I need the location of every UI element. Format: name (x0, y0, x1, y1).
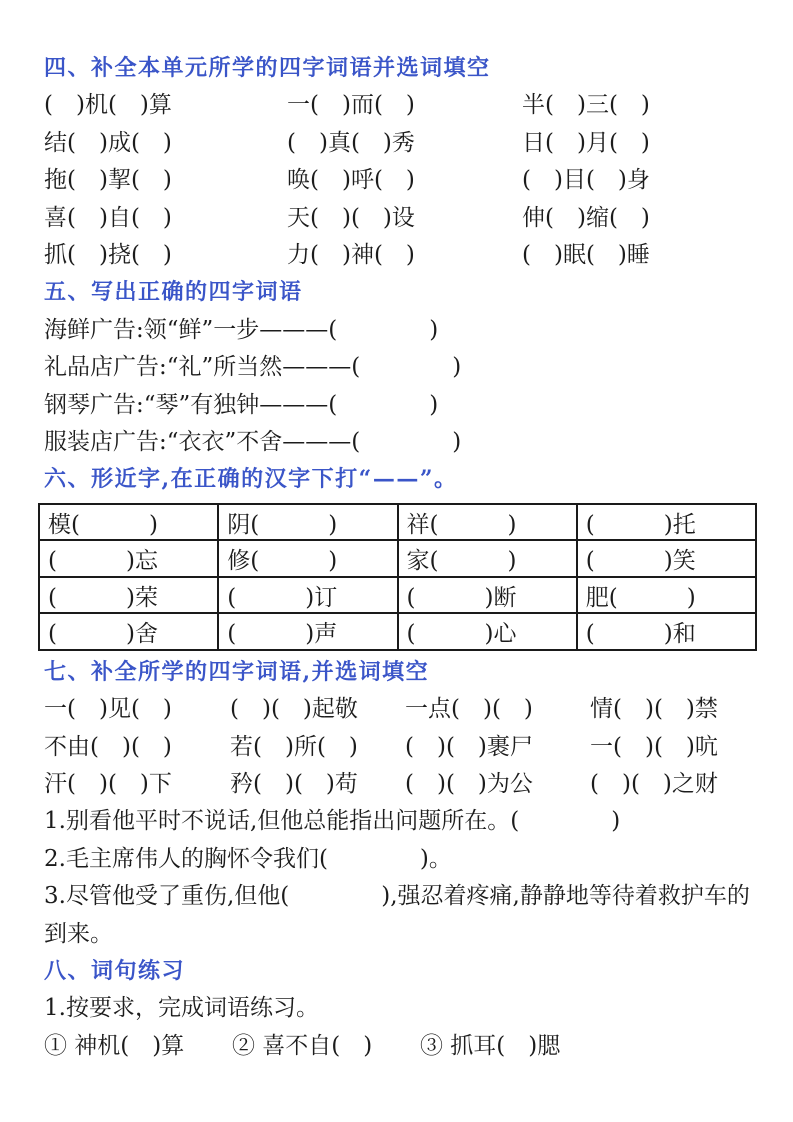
idiom-blank: ( )眠( )睡 (522, 241, 650, 268)
table-cell: ( )荣 (39, 577, 218, 614)
idiom-blank: 若( )所( ) (230, 733, 358, 760)
idiom-blank: 情( )( )禁 (590, 696, 718, 723)
idiom-blank: ( )目( )身 (522, 167, 650, 194)
section-four-blanks (44, 87, 764, 274)
section-eight-instruction: 1.按要求，完成词语练习。 (44, 995, 319, 1022)
section-six-heading: 六、形近字,在正确的汉字下打“——”。 (44, 466, 458, 493)
table-row (39, 613, 756, 650)
fill-in-sentence: 3.尽管他受了重伤,但他( ),强忍着疼痛,静静地等待着救护车的到来。 (44, 883, 750, 947)
idiom-blank: 一( )见( ) (44, 696, 172, 723)
table-cell: ( )忘 (39, 540, 218, 577)
table-cell: ( )托 (577, 504, 756, 541)
table-cell: 家( ) (398, 540, 577, 577)
idiom-blank: ③ 抓耳( )腮 (420, 1032, 561, 1059)
table-row (39, 504, 756, 541)
idiom-blank: 唤( )呼( ) (287, 167, 415, 194)
idiom-blank: 矜( )( )苟 (230, 770, 358, 797)
ad-slogan-line: 海鲜广告:领“鲜”一步———( ) (44, 316, 439, 343)
table-cell: ( )声 (218, 613, 397, 650)
table-cell: ( )和 (577, 613, 756, 650)
section-seven-heading: 七、补全所学的四字词语,并选词填空 (44, 658, 430, 685)
worksheet-content (44, 50, 764, 1065)
idiom-blank: 汗( )( )下 (44, 770, 172, 797)
idiom-blank: 力( )神( ) (287, 241, 415, 268)
idiom-blank: ① 神机( )算 (44, 1032, 185, 1059)
section-seven-sentences (44, 803, 764, 953)
idiom-blank: ( )( )起敬 (230, 696, 358, 723)
table-row (39, 540, 756, 577)
fill-in-sentence: 1.别看他平时不说话,但他总能指出问题所在。( ) (44, 808, 621, 835)
idiom-blank: 一( )而( ) (287, 92, 415, 119)
table-cell: 模( ) (39, 504, 218, 541)
table-cell: 修( ) (218, 540, 397, 577)
idiom-blank: 不由( )( ) (44, 733, 172, 760)
section-eight-heading: 八、词句练习 (44, 958, 186, 984)
section-five-lines (44, 312, 764, 462)
table-cell: 祥( ) (398, 504, 577, 541)
ad-slogan-line: 钢琴广告:“琴”有独钟———( ) (44, 391, 439, 418)
section-seven-blanks (44, 691, 764, 803)
idiom-blank: 日( )月( ) (522, 129, 650, 156)
idiom-blank: 拖( )挈( ) (44, 167, 172, 194)
idiom-blank: 一( )( )吭 (590, 733, 718, 760)
table-cell: ( )断 (398, 577, 577, 614)
idiom-blank: ( )真( )秀 (287, 129, 415, 156)
fill-in-sentence: 2.毛主席伟人的胸怀令我们( )。 (44, 845, 452, 872)
section-five-heading: 五、写出正确的四字词语 (44, 279, 303, 306)
idiom-blank: 结( )成( ) (44, 129, 172, 156)
idiom-blank: ( )( )为公 (405, 770, 533, 797)
table-row (39, 577, 756, 614)
table-cell: 阴( ) (218, 504, 397, 541)
idiom-blank: 半( )三( ) (522, 92, 650, 119)
table-cell: ( )订 (218, 577, 397, 614)
idiom-blank: 伸( )缩( ) (522, 204, 650, 231)
idiom-blank: ② 喜不自( ) (232, 1032, 373, 1059)
section-four-heading: 四、补全本单元所学的四字词语并选词填空 (44, 55, 491, 81)
idiom-blank: 抓( )挠( ) (44, 241, 172, 268)
section-eight-items (44, 1028, 764, 1065)
table-cell: ( )笑 (577, 540, 756, 577)
idiom-blank: ( )( )之财 (590, 770, 718, 797)
table-cell: 肥( ) (577, 577, 756, 614)
idiom-blank: ( )( )裹尸 (405, 733, 533, 760)
ad-slogan-line: 服装店广告:“衣衣”不舍———( ) (44, 428, 462, 455)
table-cell: ( )心 (398, 613, 577, 650)
table-cell: ( )舍 (39, 613, 218, 650)
idiom-blank: ( )机( )算 (44, 92, 172, 119)
ad-slogan-line: 礼品店广告:“礼”所当然———( ) (44, 354, 462, 381)
idiom-blank: 喜( )自( ) (44, 204, 172, 231)
idiom-blank: 一点( )( ) (405, 696, 533, 723)
idiom-blank: 天( )( )设 (287, 204, 415, 231)
similar-characters-table (38, 503, 757, 651)
